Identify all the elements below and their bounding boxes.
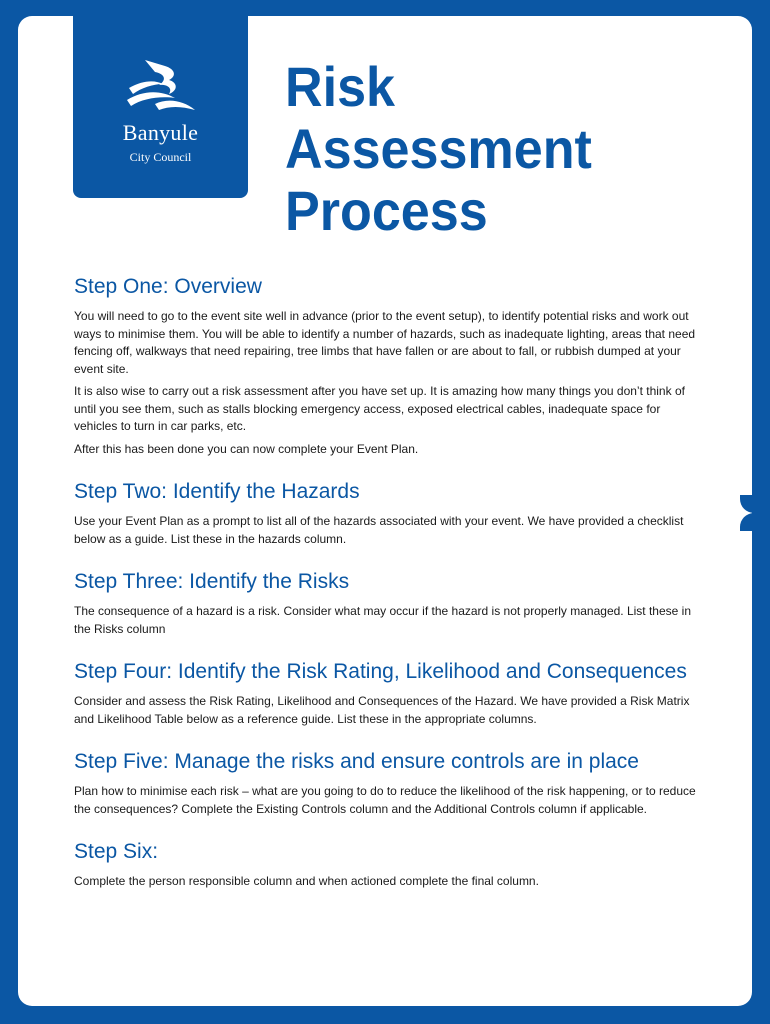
section-heading: Step Two: Identify the Hazards [74,480,360,503]
step-six-section [74,837,700,891]
paragraph: Plan how to minimise each risk – what are you going to do to reduce the likelihood of the risk happening, or to reduce the consequences? Complete the Existing Controls column and the Additional Controls column if applicable. [74,784,696,816]
section-heading: Step Six: [74,840,159,863]
title-line: Assessment [285,117,592,180]
paragraph: Use your Event Plan as a prompt to list all of the hazards associated with your event. We have provided a checklist below as a guide. List these in the hazards column. [74,514,684,546]
paragraph: After this has been done you can now complete your Event Plan. [74,441,419,456]
paragraph: It is also wise to carry out a risk assessment after you have set up. It is amazing how many things you don’t think of until you see them, such as stalls blocking emergency access, exposed electrical cables, inadequate space for vehicles to turn in car parks, etc. [74,384,685,433]
paragraph: You will need to go to the event site well in advance (prior to the event setup), to identify potential risks and work out ways to minimise them. You will be able to identify a number of hazards, such as inadequate lighting, areas that need fencing off, walkways that need repairing, tree limbs that have fallen or are about to fall, or rubbish dumped at your event site. [74,309,696,376]
step-five-section [74,747,700,818]
step-four-section [74,657,700,728]
step-two-section [74,477,700,548]
logo-subtitle: City Council [129,150,192,164]
step-one-section [74,272,700,458]
section-heading: Step One: Overview [74,275,262,298]
step-three-section [74,567,700,638]
paragraph: Consider and assess the Risk Rating, Likelihood and Consequences of the Hazard. We have provided a Risk Matrix and Likelihood Table below as a reference guide. List these in the appropriate columns. [74,694,690,726]
section-heading: Step Five: Manage the risks and ensure controls are in place [74,750,639,773]
council-logo [73,16,248,198]
bird-logo-icon [125,58,197,114]
document-body [74,272,700,910]
page-title [285,56,592,242]
paragraph: Complete the person responsible column and when actioned complete the final column. [74,874,539,888]
paragraph: The consequence of a hazard is a risk. Consider what may occur if the hazard is not properly managed. List these in the Risks column [74,604,691,636]
section-heading: Step Three: Identify the Risks [74,570,350,593]
logo-name: Banyule [122,120,199,145]
page-edge-notch [740,513,770,531]
title-line: Process [285,179,488,242]
section-heading: Step Four: Identify the Risk Rating, Likelihood and Consequences [74,660,687,683]
title-line: Risk [285,55,396,118]
